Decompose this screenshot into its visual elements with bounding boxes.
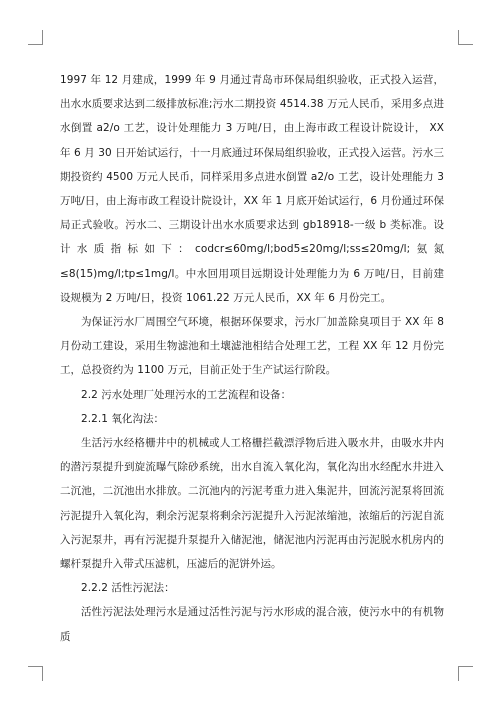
paragraph-activated-sludge: 活性污泥法处理污水是通过活性污泥与污水形成的混合液，使污水中的有机物质 bbox=[60, 606, 444, 643]
crop-mark-bottom-right-horizontal bbox=[459, 666, 473, 667]
paragraph-oxidation-ditch-process: 生活污水经格栅井中的机械或人工格栅拦截漂浮物后进入吸水井，由吸水井内的潜污泵提升到旋流曝气除砂系统，出水自流入氧化沟，氧化沟出水经配水井进入二沉池，二沉池出水排放。二沉池内的污泥考重力进入集泥井，回流污泥泵将回流污泥提升入氧化沟，剩余污泥泵将剩余污泥提升入污泥浓缩池，浓缩后的污泥自流入污泥泵井，再有污泥提升泵提升入储泥池，储泥池内污泥再由污泥脱水机房内的螺杆泵提升入带式压滤机，压滤后的泥饼外运。 bbox=[60, 437, 444, 571]
crop-mark-bottom-left-horizontal bbox=[28, 666, 42, 667]
crop-mark-bottom-right-vertical bbox=[458, 666, 459, 681]
paragraph-deodorization: 为保证污水厂周围空气环境，根据环保要求，污水厂加盖除臭项目于 XX 年 8 月份动工建设，采用生物滤池和土壤滤池相结合处理工艺，工程 XX 年 12 月份完工，总投资约为 1100 万元，目前正处于生产试运行阶段。 bbox=[60, 316, 444, 377]
section-heading-2-2-2: 2.2.2 活性污泥法： bbox=[81, 582, 175, 595]
paragraph-project-history: 1997 年 12 月建成，1999 年 9 月通过青岛市环保局组织验收，正式投入运营，出水水质要求达到二级排放标准;污水二期投资 4514.38 万元人民币，采用多点进水倒置 a2/o 工艺，设计处理能力 3 万吨/日，由上海市政工程设计院设计， XX 年 6 月 30 日开始试运行，十一月底通过环保局组织验收，正式投入运营。污水三期投资约 4500 万元人民币，同样采用多点进水倒置 a2/o 工艺，设计处理能力 3 万吨/日，由上海市政工程设计院设计，XX 年 1 月底开始试运行，6 月份通过环保局正式验收。污水二、三期设计出水水质要求达到 gb18918-一级 b 类标准。设计水质指标如下：codcr≤60mg/l;bod5≤20mg/l;ss≤20mg/l;氨氮≤8(15)mg/l;tp≤1mg/l。中水回用项目远期设计处理能力为 6 万吨/日，目前建设规模为 2 万吨/日，投资 1061.22 万元人民币，XX 年 6 月份完工。 bbox=[60, 74, 444, 304]
crop-mark-top-right-vertical bbox=[458, 30, 459, 45]
crop-mark-top-right-horizontal bbox=[459, 44, 473, 45]
crop-mark-bottom-left-vertical bbox=[42, 666, 43, 681]
document-body bbox=[60, 68, 444, 649]
crop-mark-top-left-vertical bbox=[42, 30, 43, 45]
section-heading-2-2: 2.2 污水处理厂处理污水的工艺流程和设备： bbox=[81, 388, 292, 401]
section-heading-2-2-1: 2.2.1 氧化沟法： bbox=[81, 412, 165, 425]
crop-mark-top-left-horizontal bbox=[28, 44, 42, 45]
